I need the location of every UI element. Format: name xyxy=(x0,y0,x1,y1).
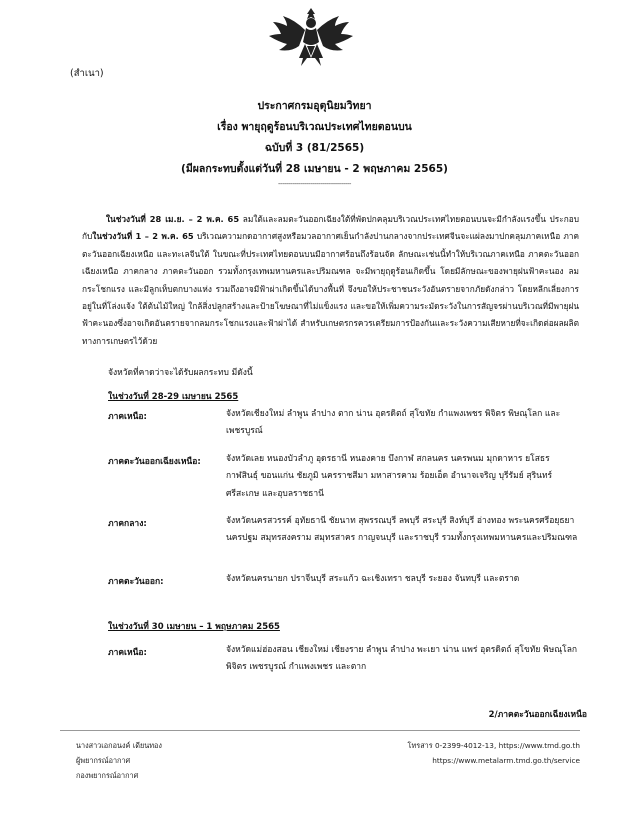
affected-note: จังหวัดที่คาดว่าจะได้รับผลกระทบ มีดังนี้ xyxy=(108,368,253,378)
footer-divider xyxy=(60,730,580,731)
continuation-marker: 2/ภาคตะวันออกเฉียงเหนือ xyxy=(488,710,587,720)
fax-and-website: โทรสาร 0-2399-4012-13, https://www.tmd.go.th xyxy=(407,741,580,750)
forecaster-role: ผู้พยากรณ์อากาศ xyxy=(76,756,131,765)
region-central-provinces: จังหวัดนครสวรรค์ อุทัยธานี ชัยนาท สุพรรณบุรี ลพบุรี สระบุรี สิงห์บุรี อ่างทอง พระนครศรีอยุธยา นครปฐม สมุทรสงคราม สมุทรสาคร กาญจนบุรี และราชบุรี รวมทั้งกรุงเทพมหานครและปริมณฑล xyxy=(226,516,578,544)
period-lead-2: ในช่วงวันที่ 1 – 2 พ.ค. 65 xyxy=(92,231,194,242)
service-url: https://www.metalarm.tmd.go.th/service xyxy=(432,756,580,765)
main-paragraph xyxy=(82,211,579,350)
forecast-division: กองพยากรณ์อากาศ xyxy=(76,771,139,780)
region-east-provinces: จังหวัดนครนายก ปราจีนบุรี สระแก้ว ฉะเชิงเทรา ชลบุรี ระยอง จันทบุรี และตราด xyxy=(226,574,520,584)
subject-line: เรื่อง พายุฤดูร้อนบริเวณประเทศไทยตอนบน xyxy=(217,121,412,133)
forecaster-name: นางสาวเอกอนงค์ เดียนทอง xyxy=(76,741,162,750)
period-lead-1: ในช่วงวันที่ 28 เม.ย. – 2 พ.ค. 65 xyxy=(106,214,240,224)
region-east-label: ภาคตะวันออก: xyxy=(108,577,164,587)
region-north-provinces: จังหวัดเชียงใหม่ ลำพูน ลำปาง ตาก น่าน อุตรดิตถ์ สุโขทัย กำแพงเพชร พิจิตร พิษณุโลก และเพชรบูรณ์ xyxy=(226,409,561,437)
footer-left xyxy=(76,738,162,783)
period-heading-2: ในช่วงวันที่ 30 เมษายน – 1 พฤษภาคม 2565 xyxy=(108,622,280,632)
region-north-label: ภาคเหนือ: xyxy=(108,412,147,422)
region-central-label: ภาคกลาง: xyxy=(108,519,147,529)
period-heading-1: ในช่วงวันที่ 28-29 เมษายน 2565 xyxy=(108,392,239,402)
agency-title: ประกาศกรมอุตุนิยมวิทยา xyxy=(257,100,372,112)
issue-number: ฉบับที่ 3 (81/2565) xyxy=(264,142,365,154)
garuda-emblem-icon xyxy=(265,6,357,70)
paragraph-text-2: บริเวณความกดอากาศสูงหรือมวลอากาศเย็นกำลังปานกลางจากประเทศจีนจะแผ่ลงมาปกคลุมภาคเหนือ ภาคตะวันออกเฉียงเหนือ และทะเลจีนใต้ ในขณะที่ประเทศไทยตอนบนมีอากาศร้อนถึงร้อนจัด ลักษณะเช่นนี้ทำให้บริเวณภาคเหนือ ภาคตะวันออกเฉียงเหนือ ภาคกลาง ภาคตะวันออก รวมทั้งกรุงเทพมหานครและปริมณฑล จะมีพายุฤดูร้อนเกิดขึ้น โดยมีลักษณะของพายุฝนฟ้าคะนอง ลมกระโชกแรง และมีลูกเห็บตกบางแห่ง รวมถึงอาจมีฟ้าผ่าเกิดขึ้นได้บางพื้นที่ จึงขอให้ประชาชนระวังอันตรายจากภัยดังกล่าว โดยหลีกเลี่ยงการอยู่ในที่โล่งแจ้ง ใต้ต้นไม้ใหญ่ ใกล้สิ่งปลูกสร้างและป้ายโฆษณาที่ไม่แข็งแรง และขอให้เพิ่มความระมัดระวังในการสัญจรผ่านบริเวณที่มีพายุฝนฟ้าคะนองซึ่งอาจเกิดอันตรายจากลมกระโชกแรงและฟ้าผ่าได้ สำหรับเกษตรกรควรเตรียมการป้องกันและระวังความเสียหายที่จะเกิดต่อผลผลิตทางการเกษตรไว้ด้วย xyxy=(82,231,579,346)
copy-label: (สำเนา) xyxy=(70,68,104,79)
effective-period: (มีผลกระทบตั้งแต่วันที่ 28 เมษายน - 2 พฤษภาคม 2565) xyxy=(181,163,448,175)
region-north-provinces-2: จังหวัดแม่ฮ่องสอน เชียงใหม่ เชียงราย ลำพูน ลำปาง พะเยา น่าน แพร่ อุตรดิตถ์ สุโขทัย พิษณุโลก พิจิตร เพชรบูรณ์ กำแพงเพชร และตาก xyxy=(226,645,578,673)
region-north-label-2: ภาคเหนือ: xyxy=(108,648,147,658)
region-northeast-label: ภาคตะวันออกเฉียงเหนือ: xyxy=(108,457,201,467)
footer-right xyxy=(380,738,580,768)
title-separator: ------------------------------------ xyxy=(278,180,351,188)
paragraph-text-1: ลมใต้และลมตะวันออกเฉียงใต้ที่พัดปกคลุมบริเวณประเทศไทยตอนบนจะมีกำลังแรงขึ้น ประกอบกับ xyxy=(82,214,579,242)
region-northeast-provinces: จังหวัดเลย หนองบัวลำภู อุดรธานี หนองคาย บึงกาฬ สกลนคร นครพนม มุกดาหาร ยโสธร กาฬสินธุ์ ขอนแก่น ชัยภูมิ นครราชสีมา มหาสารคาม ร้อยเอ็ด อำนาจเจริญ บุรีรัมย์ สุรินทร์ ศรีสะเกษ และอุบลราชธานี xyxy=(226,454,553,499)
